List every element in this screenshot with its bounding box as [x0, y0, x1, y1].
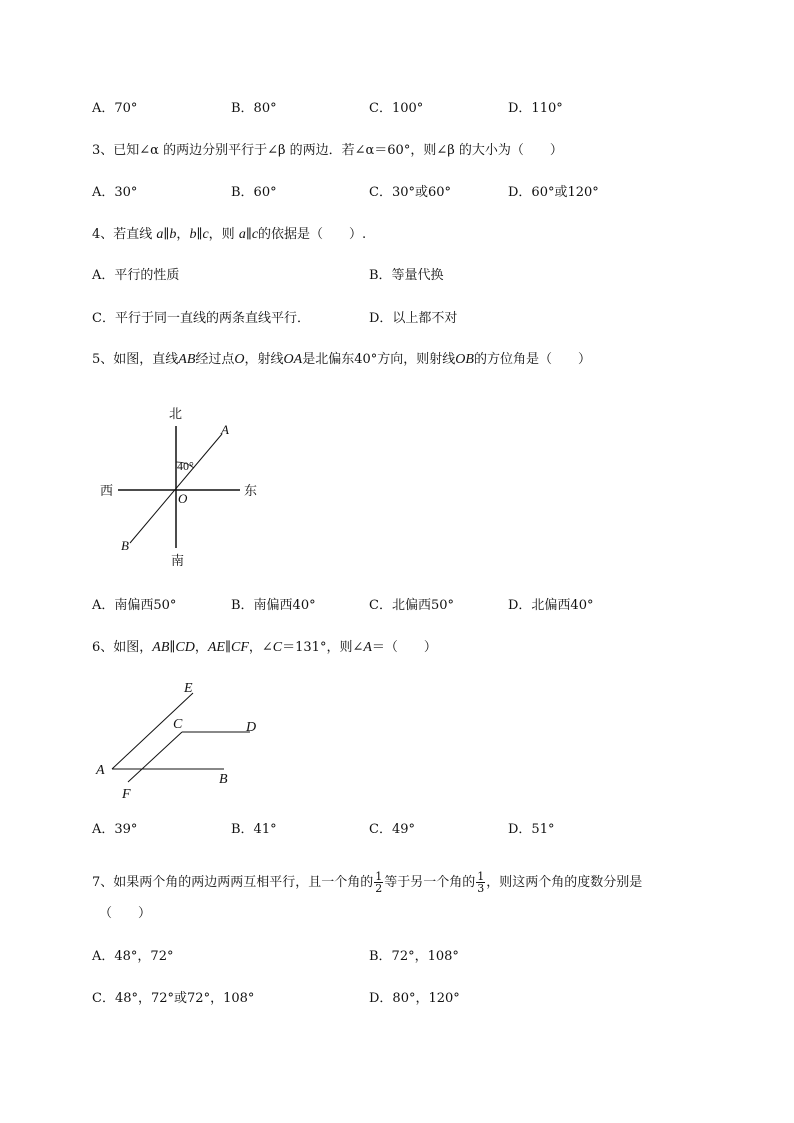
q7-fraction-third: [476, 871, 485, 894]
q6-label-b: B: [219, 772, 228, 787]
q4-var-a: a: [156, 227, 164, 242]
q4-var-b: b: [169, 227, 177, 242]
q6-label-a: A: [96, 763, 105, 778]
q5-stem-part5: 的方位角是（ ）: [473, 352, 591, 367]
q4-stem-mid: ，则: [208, 227, 239, 242]
q2-option-a: A．70°: [92, 101, 138, 116]
q7-option-a: A．48°，72°: [92, 949, 174, 964]
q5-label-north: 北: [169, 407, 183, 422]
q5-label-a: A: [221, 422, 229, 437]
q5-option-c: C．北偏西50°: [369, 598, 454, 613]
q6-angle-sym: ，∠: [248, 640, 273, 655]
q6-label-e: E: [184, 681, 193, 696]
q4-stem-suffix: 的依据是（ ）.: [258, 227, 367, 242]
q7-stem-part1: 7、如果两个角的两边两两互相平行，且一个角的: [92, 875, 374, 890]
q7-frac2-num: 1: [477, 870, 485, 883]
q5-var-oa: OA: [283, 352, 303, 367]
q6-label-d: D: [246, 720, 257, 735]
q5-stem-part1: 5、如图，直线: [92, 352, 179, 367]
q7-frac1-den: 2: [375, 882, 383, 895]
q4-parallel-1: ∥: [163, 227, 170, 242]
q3-stem: 3、已知∠α 的两边分别平行于∠β 的两边．若∠α＝60°，则∠β 的大小为（ ）: [92, 143, 563, 158]
q4-parallel-2: ∥: [196, 227, 203, 242]
q6-option-c: C．49°: [369, 822, 415, 837]
q5-label-angle: 40°: [177, 459, 194, 473]
q4-var-b2: b: [189, 227, 197, 242]
q5-stem-part4: 是北偏东40°方向，则射线: [302, 352, 456, 367]
q5-label-o: O: [178, 491, 188, 506]
q7-stem-line2: （ ）: [99, 906, 152, 921]
q6-option-d: D．51°: [508, 822, 555, 837]
q7-stem: [92, 871, 642, 894]
q5-option-a: A．南偏西50°: [92, 598, 177, 613]
q6-stem: [92, 639, 437, 657]
q6-stem-part1: 6、如图，: [92, 640, 153, 655]
q7-option-c: C．48°，72°或72°，108°: [92, 991, 255, 1006]
q6-var-c: C: [272, 640, 283, 655]
q4-var-a2: a: [238, 227, 246, 242]
q5-label-east: 东: [244, 484, 258, 499]
q6-line-cf: [128, 732, 182, 782]
q2-option-c: C．100°: [369, 101, 424, 116]
q4-parallel-3: ∥: [245, 227, 252, 242]
q6-var-cf: CF: [231, 640, 249, 655]
q7-option-b: B．72°，108°: [369, 949, 459, 964]
q5-label-b: B: [121, 538, 129, 553]
q7-stem-part2: 等于另一个角的: [384, 875, 476, 890]
q7-frac1-num: 1: [375, 870, 383, 883]
q4-option-b: B．等量代换: [369, 268, 444, 283]
q5-compass-figure: [90, 398, 270, 573]
q5-stem-part2: 经过点: [195, 352, 235, 367]
q6-var-ae: AE: [207, 640, 225, 655]
q5-stem-part3: ，射线: [244, 352, 284, 367]
q6-var-a: A: [363, 640, 372, 655]
q5-var-ab: AB: [178, 352, 196, 367]
q6-stem-value: ＝131°，则∠: [282, 640, 364, 655]
q4-var-c2: c: [251, 227, 259, 242]
q6-parallel-2: ∥: [224, 640, 231, 655]
q4-option-d: D．以上都不对: [369, 311, 458, 326]
q3-option-b: B．60°: [231, 185, 277, 200]
q6-label-f: F: [122, 787, 131, 802]
q4-stem-prefix: 4、若直线: [92, 227, 157, 242]
q4-stem: [92, 226, 366, 244]
q6-option-a: A．39°: [92, 822, 138, 837]
q2-option-d: D．110°: [508, 101, 563, 116]
q7-frac2-den: 3: [477, 882, 485, 895]
q4-var-c: c: [202, 227, 209, 242]
q3-option-a: A．30°: [92, 185, 138, 200]
q5-label-south: 南: [171, 554, 185, 569]
q6-stem-end: ＝（ ）: [371, 640, 437, 655]
q3-option-d: D．60°或120°: [508, 185, 599, 200]
q6-parallel-1: ∥: [169, 640, 176, 655]
q2-option-b: B．80°: [231, 101, 277, 116]
q4-comma: ，: [176, 227, 190, 242]
q6-parallel-figure: [90, 676, 270, 806]
q5-option-d: D．北偏西40°: [508, 598, 594, 613]
q7-stem-part3: ，则这两个角的度数分别是: [486, 875, 643, 890]
q5-var-o: O: [234, 352, 245, 367]
q6-var-ab: AB: [152, 640, 170, 655]
q5-stem: [92, 351, 591, 369]
q6-label-c: C: [173, 717, 183, 732]
q7-fraction-half: [374, 871, 383, 894]
q4-option-c: C．平行于同一直线的两条直线平行．: [92, 311, 310, 326]
q6-option-b: B．41°: [231, 822, 277, 837]
q5-label-west: 西: [100, 484, 114, 499]
q5-option-b: B．南偏西40°: [231, 598, 316, 613]
q6-comma: ，: [194, 640, 208, 655]
q5-var-ob: OB: [455, 352, 474, 367]
q3-option-c: C．30°或60°: [369, 185, 452, 200]
q6-var-cd: CD: [175, 640, 195, 655]
q4-option-a: A．平行的性质: [92, 268, 180, 283]
q7-option-d: D．80°，120°: [369, 991, 460, 1006]
